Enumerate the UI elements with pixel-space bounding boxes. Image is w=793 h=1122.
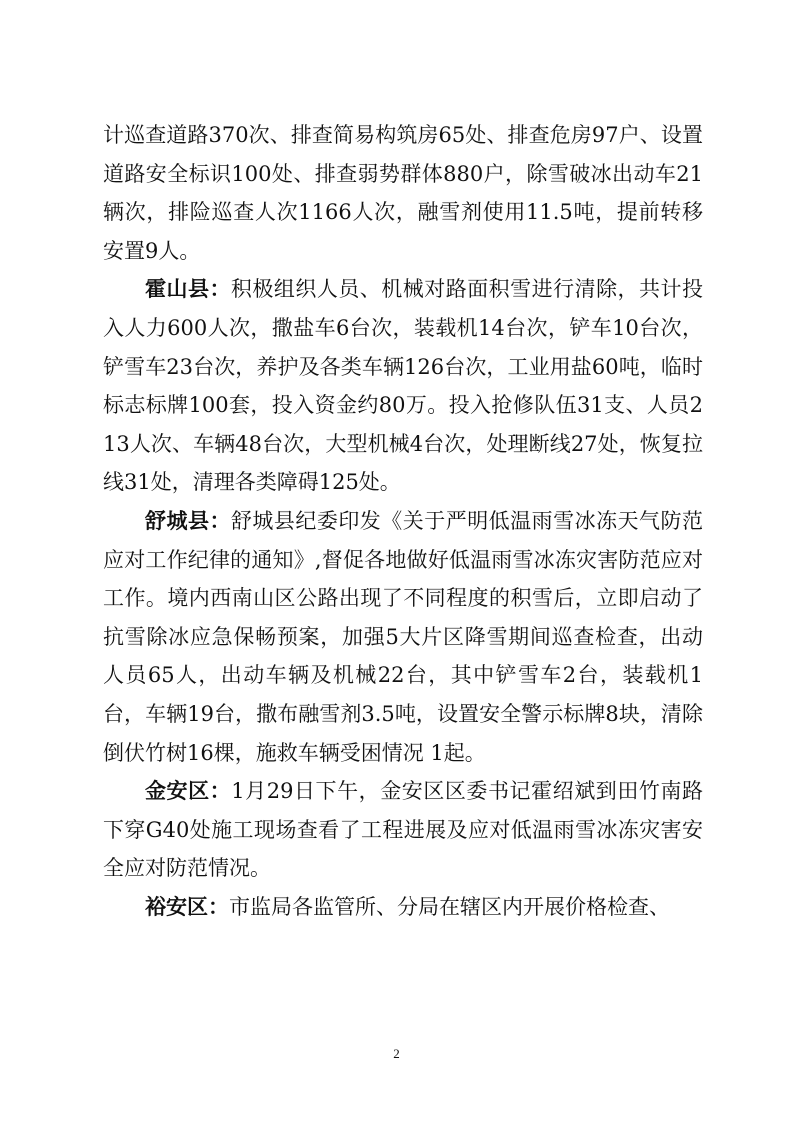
- paragraph-text: 计巡查道路370次、排查简易构筑房65处、排查危房97户、设置道路安全标识100处、排查弱势群体880户，除雪破冰出动车21辆次，排险巡查人次1166人次，融雪剂使用11.5吨，提前转移安置9人。: [103, 123, 703, 263]
- page-number: 2: [393, 1046, 400, 1061]
- paragraph-yuan-district: [103, 888, 703, 927]
- paragraph-lead-huoshan: 霍山县：: [145, 276, 231, 302]
- paragraph-text: 舒城县纪委印发《关于严明低温雨雪冰冻天气防范应对工作纪律的通知》,督促各地做好低温雨雪冰冻灾害防范应对工作。境内西南山区公路出现了不同程度的积雪后，立即启动了抗雪除冰应急保畅预案，加强5大片区降雪期间巡查检查，出动人员65人，出动车辆及机械22台，其中铲雪车2台，装载机1台，车辆19台，撒布融雪剂3.5吨，设置安全警示标牌8块，清除倒伏竹树16棵，施救车辆受困情况 1起。: [103, 508, 703, 765]
- paragraph-huoshan-county: [103, 270, 703, 502]
- document-body: [103, 116, 703, 926]
- paragraph-lead-yuan: 裕安区：: [145, 893, 229, 919]
- paragraph-continued-report: [103, 116, 703, 270]
- paragraph-text: 1月29日下午，金安区区委书记霍绍斌到田竹南路下穿G40处施工现场查看了工程进展及应对低温雨雪冰冻灾害安全应对防范情况。: [103, 779, 703, 881]
- paragraph-lead-jinan: 金安区：: [145, 778, 232, 804]
- paragraph-text: 积极组织人员、机械对路面积雪进行清除，共计投入人力600人次，撒盐车6台次，装载机14台次，铲车10台次，铲雪车23台次，养护及各类车辆126台次，工业用盐60吨，临时标志标牌100套，投入资金约80万。投入抢修队伍31支、人员213人次、车辆48台次，大型机械4台次，处理断线27处，恢复拉线31处，清理各类障碍125处。: [103, 277, 703, 495]
- paragraph-lead-shucheng: 舒城县：: [145, 507, 231, 533]
- paragraph-shucheng-county: [103, 502, 703, 772]
- paragraph-jinan-district: [103, 772, 703, 888]
- paragraph-text: 市监局各监管所、分局在辖区内开展价格检查、: [229, 894, 670, 919]
